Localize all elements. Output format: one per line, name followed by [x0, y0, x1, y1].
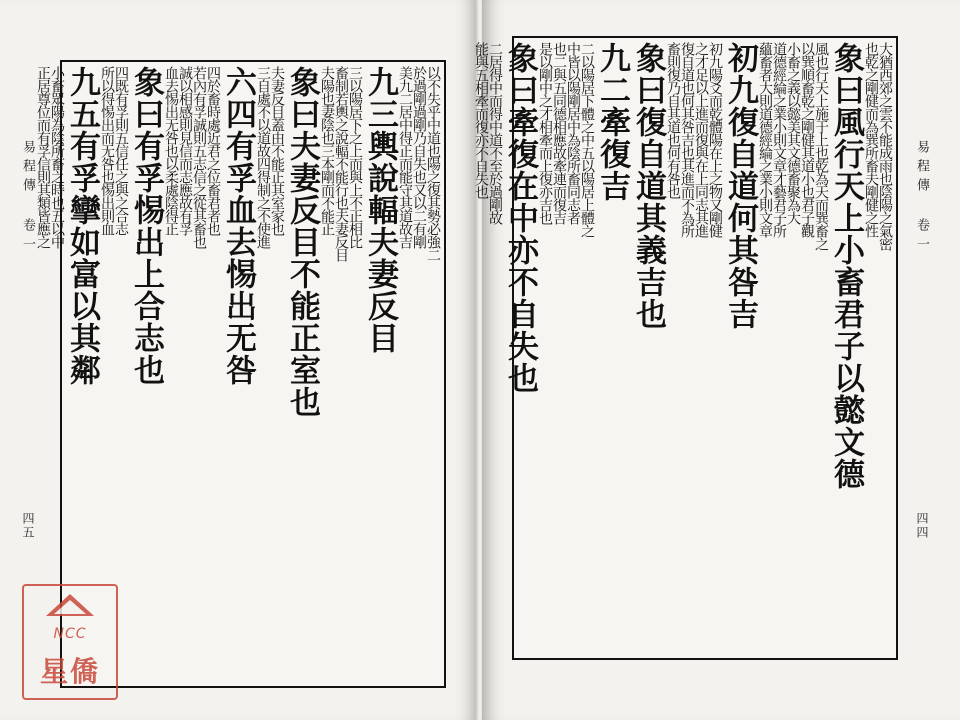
commentary-column: 復自道也何其咎吉也其進而不為所	[679, 42, 695, 237]
main-text-column: 九二牽復吉	[594, 42, 630, 202]
commentary-column: 誠以相感則見信而志應故有孚	[177, 66, 193, 235]
commentary-column: 蘊畜者大則道德經綸之業小則文章	[757, 42, 773, 237]
main-text-column: 象曰復自道其義吉也	[630, 42, 666, 330]
commentary-column: 三以陽居下之上而與上不正相比	[347, 66, 363, 248]
commentary-column: 四既有孚則五信任之與之合志	[113, 66, 129, 235]
commentary-column: 夫妻反目蓋由不能正其室家也	[269, 66, 285, 235]
main-text-column: 六四有孚血去惕出无咎	[220, 66, 256, 386]
commentary-column: 血去惕出无咎也以柔處陰得正	[163, 66, 179, 235]
commentary-column: 四於畜時處近君之位畜君者也	[205, 66, 221, 235]
commentary-column: 二居得中而得中道不至於過剛故	[487, 42, 503, 224]
commentary-column: 以巽順畜乾之剛健其道小也君子觀	[799, 42, 815, 237]
main-text-column: 象曰夫妻反目不能正室也	[284, 66, 320, 418]
commentary-column: 中皆以陽剛居中為陰所畜同志者	[565, 42, 581, 224]
commentary-column: 美九二居中得正而能守其道故吉	[397, 66, 413, 248]
commentary-column: 三自處不以道故四得制之不使進	[255, 66, 271, 248]
page-number: 四四	[915, 512, 929, 540]
commentary-column: 若內有孚誠則五志信之從其畜也	[191, 66, 207, 248]
main-text-column: 象曰有孚惕出上合志也	[128, 66, 164, 386]
commentary-column: 之才足以上進而復與在上同志其進	[693, 42, 709, 237]
commentary-column: 於過剛過剛乃自失也又以二有剛	[411, 66, 427, 248]
text-columns	[473, 42, 893, 654]
commentary-column: 大猶西郊之雲不能成雨也陰陽之氣密	[877, 42, 893, 250]
right-page	[473, 0, 960, 720]
commentary-column: 道德經綸之業小則文章才藝君子所	[771, 42, 787, 237]
commentary-column: 也乾之剛健而為巽所畜夫剛健之性	[863, 42, 879, 237]
commentary-column: 畜則復乃自其道也何有咎也	[665, 42, 681, 198]
commentary-column: 是以剛中之才相牽而上復亦吉也	[537, 42, 553, 224]
commentary-column: 以不失乎中道也陽之復其勢必強二	[425, 66, 441, 261]
stamp-text-top: NCC	[53, 626, 87, 642]
text-frame	[473, 36, 898, 660]
commentary-column: 二以陽居下體之中五以陽居上體之	[579, 42, 595, 237]
ncc-seal-stamp	[22, 584, 118, 700]
commentary-column: 所以得惕出而无咎也惕出則血	[99, 66, 115, 235]
page-number: 四五	[21, 512, 35, 540]
commentary-column: 夫陽也妻陰也三本剛而不能正	[319, 66, 335, 235]
commentary-column: 正居尊位而有孚信則其類皆應之	[35, 66, 51, 248]
left-page	[0, 0, 478, 720]
stamp-text-bottom: 星僑	[39, 655, 100, 688]
commentary-column: 小畜眾陽為陰所畜之時也五以中	[49, 66, 65, 248]
main-text-column: 象曰風行天上小畜君子以懿文德	[828, 42, 864, 490]
commentary-column: 初九陽爻而乾體陽在上之物又剛健	[707, 42, 723, 237]
commentary-column: 小畜之義以懿美其文德畜聚為大	[785, 42, 801, 224]
main-text-column: 九五有孚攣如富以其鄰	[64, 66, 100, 386]
roof-icon	[46, 594, 94, 616]
commentary-column: 能與五相牽而復亦不自失也	[473, 42, 489, 198]
main-text-column: 九三輿說輻夫妻反目	[362, 66, 398, 354]
commentary-column: 風也行天上施于上也乾為天而巽畜之	[813, 42, 829, 250]
page-header: 易程傳 卷一	[20, 140, 35, 256]
main-text-column: 象曰牽復在中亦不自失也	[502, 42, 538, 394]
commentary-column: 畜制若輿之說輻不能行也夫妻反目	[333, 66, 349, 261]
main-text-column: 初九復自道何其咎吉	[722, 42, 758, 330]
commentary-column: 也二與五同德相應故牽連而復吉	[551, 42, 567, 224]
page-header: 易程傳 卷一	[914, 140, 929, 256]
